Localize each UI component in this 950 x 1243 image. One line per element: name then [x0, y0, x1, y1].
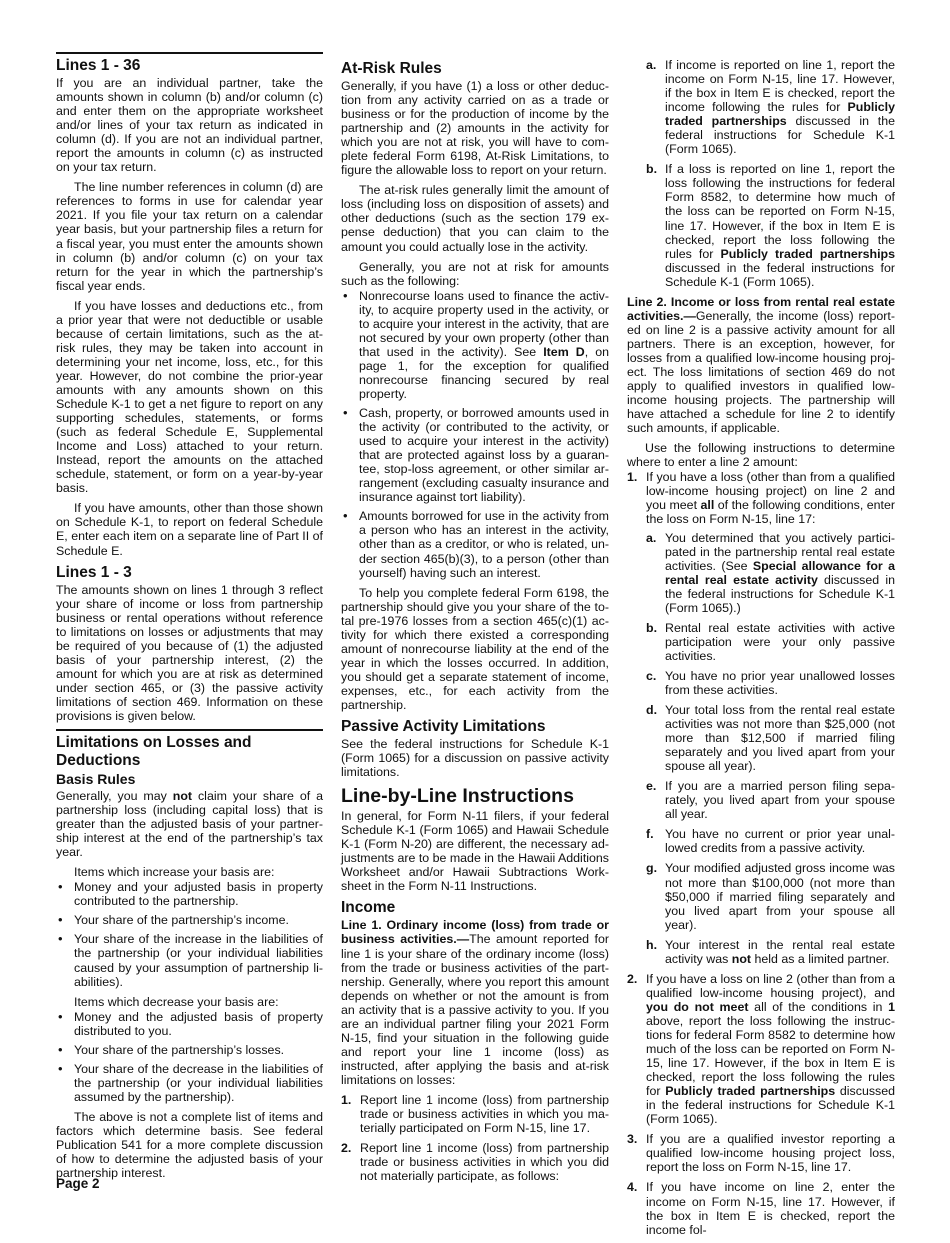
- paragraph: If you have losses and deductions etc., from a prior year that were not deductible or usable because of certain limitations, such as the at-risk rules, they may be taken into account in determining your net income, loss, etc., for this year. However, do not combine the prior-year amounts with any amounts shown on this Schedule K-1 to get a net figure to report on any supporting schedules, statements, or forms (such as federal Schedule E, Supplemental Income and Loss) attached to your return. Instead, report the amounts on the attached schedule, statement, or form on a year-by-year basis.: [56, 298, 323, 496]
- paragraph: To help you complete federal Form 6198, the partnership should give you your share of the total pre-1976 losses from a section 465(c)(1) activity for which there existed a corresponding amount of nonrecourse liability at the end of the year in which the losses occurred. In addition, you should get a separate statement of income, expenses, etc., for each activity from the partnership.: [341, 585, 609, 712]
- list-item: e. If you are a married person filing separately, you lived apart from your spouse all year.: [646, 779, 895, 822]
- paragraph: Generally, you are not at risk for amounts such as the following:: [341, 259, 609, 288]
- decrease-list: [56, 1010, 323, 1104]
- heading-line-by-line: Line-by-Line Instructions: [341, 785, 574, 808]
- heading-passive-activity: Passive Activity Limitations: [341, 718, 546, 736]
- heading-income: Income: [341, 899, 396, 917]
- list-item: b. If a loss is reported on line 1, report the loss following the instructions for federal Form 8582, to determine how much of the loss can be reported on Form N-15, line 17. However, if the box in Item E is checked, report the loss following the rules for Publicly traded partnerships discussed in the federal instructions for Schedule K-1 (Form 1065).: [646, 162, 895, 289]
- paragraph: The above is not a complete list of items and factors which determine basis. See federal Publication 541 for a more complete discussion of how to determine the adjusted basis of your partnership interest.: [56, 1109, 323, 1181]
- list-item: 3. If you are a qualified investor reporting a qualified low-income housing project loss, report the loss on Form N-15, line 17.: [627, 1132, 895, 1175]
- paragraph: The amounts shown on lines 1 through 3 reflect your share of income or loss from partnership business or rental operations without reference to limitations on losses or adjustments that may be required of you because of (1) the adjusted basis of your partnership interest, (2) the amount for which you are at risk as determined under section 465, or (3) the passive activity limitations of section 469. Information on these provisions is given below.: [56, 582, 323, 723]
- list-item: c. You have no prior year unallowed losses from these activities.: [646, 668, 895, 697]
- column-1: [56, 52, 323, 1186]
- list-item: b. Rental real estate activities with active participation were your only passive activities.: [646, 620, 895, 663]
- list-item: • Your share of the partnership’s losses.: [56, 1043, 323, 1057]
- line2-numbered-list: [627, 470, 895, 1236]
- paragraph: Generally, if you have (1) a loss or other deduction from any activity carried on as a trade or business or for the production of income by the partnership and (2) amounts in the activity for which you are not at risk, you will have to complete federal Form 6198, At-Risk Limitations, to figure the allowable loss to report on your return.: [341, 79, 609, 178]
- column-2: [341, 60, 609, 1189]
- list-item: 4. If you have income on line 2, enter the income on Form N-15, line 17. However, if the box in Item E is checked, report the income fol-: [627, 1180, 895, 1237]
- increase-list: [56, 880, 323, 988]
- list-item: • Money and the adjusted basis of property distributed to you.: [56, 1010, 323, 1038]
- list-item: • Amounts borrowed for use in the activity from a person who has an interest in the activity, other than as a creditor, or who is related, under section 465(b)(3), to a person (other than yourself) having such an interest.: [341, 509, 609, 579]
- section-rule: [56, 52, 323, 54]
- heading-at-risk-rules: At-Risk Rules: [341, 60, 442, 77]
- line1-numbered-list: [341, 1093, 609, 1183]
- paragraph: If you are an individual partner, take the amounts shown in column (b) and/or column (c) and enter them on the appropriate worksheet and/or lines of your tax return as indicated in column (d). If you are not an individual partner, report the amounts in column (c) as instructed on your tax return.: [56, 76, 323, 175]
- paragraph: In general, for Form N-11 filers, if your federal Schedule K-1 (Form 1065) and Hawaii Schedule K-1 (Form N-20) are different, the necessary adjustments are to be made in the Hawaii Additions Worksheet and/or Hawaii Subtractions Worksheet in the Form N-11 Instructions.: [341, 809, 609, 894]
- list-item: h. Your interest in the rental real estate activity was not held as a limited partner.: [646, 937, 895, 966]
- list-item: 1. Report line 1 income (loss) from partnership trade or business activities in which you materially participated on Form N-15, line 17.: [341, 1093, 609, 1136]
- paragraph: The at-risk rules generally limit the amount of loss (including loss on disposition of assets) and other deductions (such as the section 179 expense deduction) that you can claim to the amount you could actually lose in the activity.: [341, 183, 609, 254]
- paragraph: Line 2. Income or loss from rental real estate activities.—Generally, the income (loss) reported on line 2 is a passive activity amount for all partners. There is an exception, however, for losses from a qualified low-income housing project. The loss limitations of section 469 do not apply to qualified investors in qualified low-income housing projects. The partnership will have attached a schedule for line 2 to identify such amounts, if applicable.: [627, 294, 895, 436]
- heading-lines-1-3: Lines 1 - 3: [56, 563, 132, 581]
- list-item: 1. If you have a loss (other than from a qualified low-income housing project) on line 2 and you meet all of the following conditions, enter the loss on Form N-15, line 17: a. You determined that you actively participated in the partnership rental real estate activities. (See Special allowance for a rental real estate activity discussed in the federal instructions for Schedule K-1 (Form 1065).) b. Rental real estate activities with active participation were your only passive activities. c. You have no prior year unallowed losses from these activities. d. Your total loss from the rental real estate activities was not more than $25,000 (not more than $12,500 if married filing separately and you lived apart from your spouse all year). e. If you are a married person filing separately, you lived apart from your spouse all year. f. You have no current or prior year unallowed credits from a passive activity. g. Your modified adjusted gross income was not more than $100,000 (not more than $50,000 if married filing separately and you lived apart from your spouse all year). h. Your interest in the rental real estate activity was not held as a limited partner.: [627, 470, 896, 966]
- line1-lettered-list: [646, 58, 895, 289]
- paragraph: The line number references in column (d) are references to forms in use for calendar year 2021. If you file your tax return on a calendar year basis, but your partnership files a return for a fiscal year, you must enter the amounts shown in column (b) and/or column (c) on your tax return for the year in which the partnership’s fiscal year ends.: [56, 180, 323, 293]
- list-item: a. If income is reported on line 1, report the income on Form N-15, line 17. However, if the box in Item E is checked, report the income following the rules for Publicly traded partnerships discussed in the federal instructions for Schedule K-1 (Form 1065).: [646, 58, 895, 157]
- page-number: Page 2: [56, 1176, 100, 1191]
- conditions-list: [646, 531, 895, 966]
- list-item: • Your share of the partnership’s income.: [56, 913, 323, 927]
- list-item: 2. Report line 1 income (loss) from partnership trade or business activities in which you did not materially participate, as follows:: [341, 1141, 609, 1184]
- list-item: g. Your modified adjusted gross income was not more than $100,000 (not more than $50,000 if married filing separately and you lived apart from your spouse all year).: [646, 861, 895, 932]
- paragraph: Generally, you may not claim your share of a partnership loss (including capital loss) that is greater than the adjusted basis of your partnership interest at the end of the partnership’s tax year.: [56, 789, 324, 860]
- paragraph: See the federal instructions for Schedule K-1 (Form 1065) for a discussion on passive activity limitations.: [341, 737, 609, 780]
- list-item: f. You have no current or prior year unallowed credits from a passive activity.: [646, 827, 895, 856]
- list-item: 2. If you have a loss on line 2 (other than from a qualified low-income housing project), and you do not meet all of the conditions in 1 above, report the loss following the instructions for federal Form 8582 to determine how much of the loss can be reported on Form N-15, line 17. However, if the box in Item E is checked, report the loss following the rules for Publicly traded partnerships discussed in the federal instructions for Schedule K-1 (Form 1065).: [627, 971, 896, 1127]
- list-item: • Nonrecourse loans used to finance the activity, to acquire property used in the activity, or to acquire your interest in the activity, that are not secured by your own property (other than that used in the activity). See Item D, on page 1, for the exception for qualified nonrecourse financing secured by real property.: [341, 289, 609, 401]
- not-at-risk-list: [341, 289, 609, 580]
- heading-lines-1-36: Lines 1 - 36: [56, 57, 141, 74]
- list-item: d. Your total loss from the rental real estate activities was not more than $25,000 (not more than $12,500 if married filing separately and you lived apart from your spouse all year).: [646, 703, 895, 774]
- heading-basis-rules: Basis Rules: [56, 771, 136, 788]
- paragraph: Items which increase your basis are:: [74, 865, 275, 880]
- section-rule: [56, 729, 323, 731]
- list-item: • Your share of the decrease in the liabilities of the partnership (or your individual liabilities assumed by the partnership).: [56, 1062, 323, 1104]
- paragraph: If you have amounts, other than those shown on Schedule K-1, to report on federal Schedule E, enter each item on a separate line of Part II of Schedule E.: [56, 501, 323, 558]
- heading-limitations: Limitations on Losses and Deductions: [56, 734, 252, 770]
- paragraph: Line 1. Ordinary income (loss) from trade or business activities.—The amount reported for line 1 is your share of the ordinary income (loss) from the trade or business activities of the partnership. Generally, where you report this amount depends on whether or not the amount is from an activity that is a passive activity to you. If you are an individual partner filing your 2021 Form N-15, find your situation in the following guide and report your line 1 income (loss) as instructed, after applying the basis and at-risk limitations on losses:: [341, 918, 609, 1087]
- list-item: • Money and your adjusted basis in property contributed to the partnership.: [56, 880, 323, 908]
- paragraph: Items which decrease your basis are:: [74, 994, 279, 1009]
- column-3: [627, 58, 895, 1243]
- paragraph: Use the following instructions to determine where to enter a line 2 amount:: [627, 441, 895, 470]
- list-item: a. You determined that you actively participated in the partnership rental real estate activities. (See Special allowance for a rental real estate activity discussed in the federal instructions for Schedule K-1 (Form 1065).): [646, 530, 896, 615]
- list-item: • Your share of the increase in the liabilities of the partnership (or your individual liabilities caused by your assumption of partnership liabilities).: [56, 932, 323, 988]
- list-item: • Cash, property, or borrowed amounts used in the activity (or contributed to the activity, or used to acquire your interest in the activity) that are protected against loss by a guarantee, stop-loss agreement, or other similar arrangement (excluding casualty insurance and insurance against tort liability).: [341, 406, 609, 504]
